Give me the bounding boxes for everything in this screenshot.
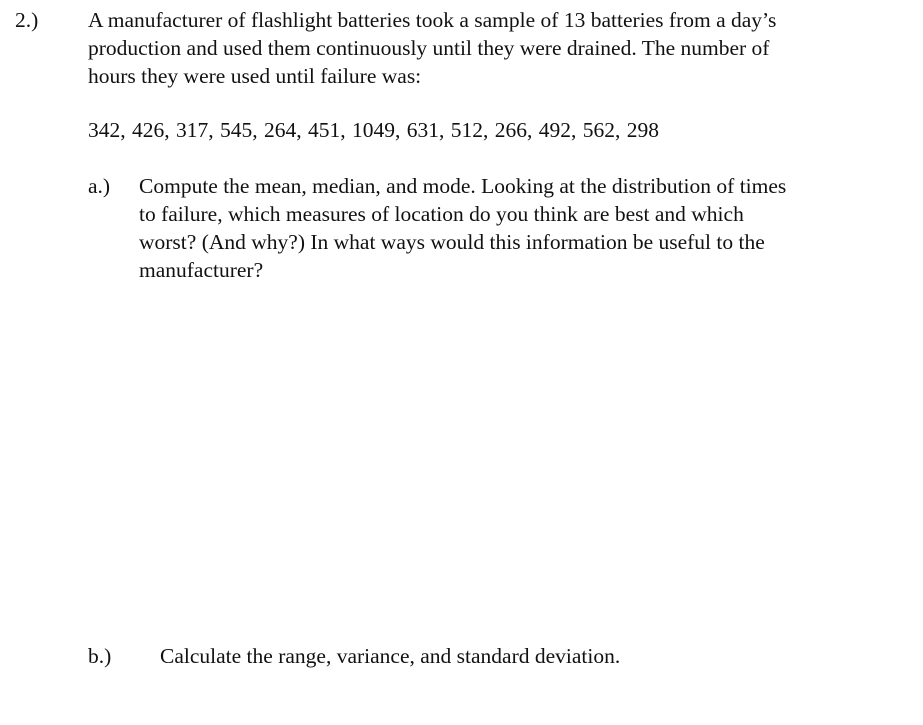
intro-line: A manufacturer of flashlight batteries took a sample of 13 batteries from a day’s: [88, 8, 777, 32]
part-b-question: Calculate the range, variance, and standard deviation.: [160, 644, 621, 668]
part-a-label: a.): [88, 174, 111, 198]
part-a-line: worst? (And why?) In what ways would this information be useful to the: [139, 230, 765, 254]
part-a-question: [139, 172, 786, 284]
part-a-line: Compute the mean, median, and mode. Looking at the distribution of times: [139, 174, 787, 198]
intro-line: hours they were used until failure was:: [88, 64, 422, 88]
problem-intro: [88, 6, 776, 90]
part-a-line: manufacturer?: [139, 258, 264, 282]
intro-line: production and used them continuously until they were drained. The number of: [88, 36, 770, 60]
part-a-line: to failure, which measures of location do you think are best and which: [139, 202, 744, 226]
part-b-label: b.): [88, 644, 112, 668]
data-values: 342, 426, 317, 545, 264, 451, 1049, 631, 512, 266, 492, 562, 298: [88, 118, 659, 142]
problem-number: 2.): [15, 8, 39, 32]
